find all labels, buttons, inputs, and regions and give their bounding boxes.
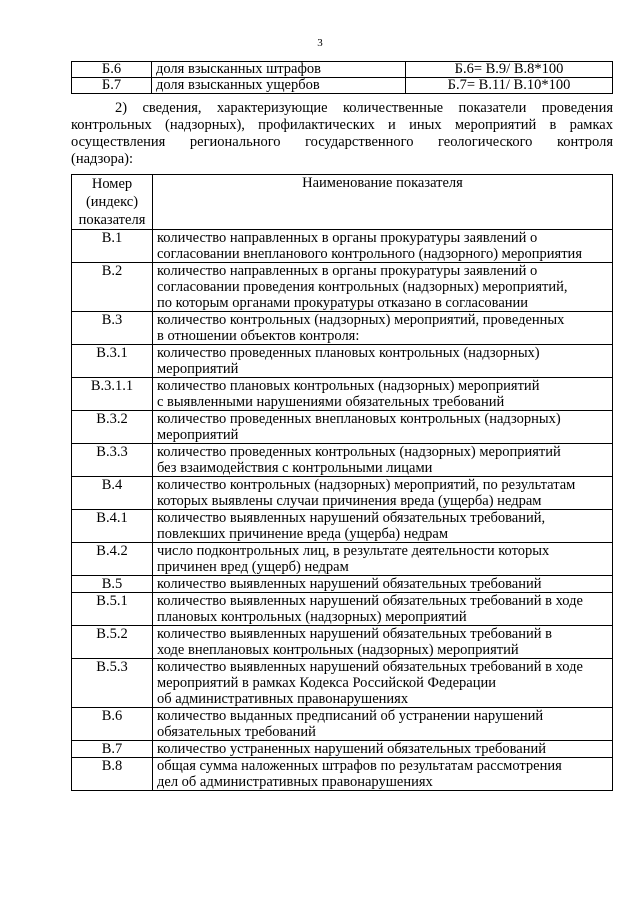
indicator-code-cell: В.8 bbox=[72, 758, 153, 791]
indicator-name-cell bbox=[153, 708, 613, 741]
indicator-name-line: обязательных требований bbox=[157, 724, 316, 740]
indicator-name-line: количество устраненных нарушений обязательных требований bbox=[157, 741, 546, 757]
indicator-name-line: количество проведенных внеплановых контрольных (надзорных) bbox=[157, 411, 561, 427]
indicator-name-line: причинен вред (ущерб) недрам bbox=[157, 559, 349, 575]
table-header-row bbox=[72, 175, 613, 230]
indicator-name-line: количество выявленных нарушений обязательных требований в ходе bbox=[157, 593, 583, 609]
table-row bbox=[72, 543, 613, 576]
indicator-name-line: повлекших причинение вреда (ущерба) недрам bbox=[157, 526, 448, 542]
indicator-name-line: количество выявленных нарушений обязательных требований bbox=[157, 576, 542, 592]
indicator-code-cell: В.5 bbox=[72, 576, 153, 593]
indicator-code-cell: В.3.2 bbox=[72, 411, 153, 444]
indicator-name-line: по которым органами прокуратуры отказано в согласовании bbox=[157, 295, 529, 311]
paragraph-line: 2) сведения, характеризующие количественные показатели проведения bbox=[115, 100, 613, 116]
header-code-cell bbox=[72, 175, 153, 230]
indicator-name-line: мероприятий bbox=[157, 427, 239, 443]
indicator-name-line: дел об административных правонарушениях bbox=[157, 774, 433, 790]
indicator-name-cell bbox=[153, 378, 613, 411]
indicator-name-line: об административных правонарушениях bbox=[157, 691, 409, 707]
indicator-code-cell: В.5.3 bbox=[72, 659, 153, 708]
indicator-name-cell bbox=[153, 345, 613, 378]
table-row bbox=[72, 626, 613, 659]
indicator-name-line: согласовании внепланового контрольного (надзорного) мероприятия bbox=[157, 246, 582, 262]
table-row bbox=[72, 593, 613, 626]
header-code-line: Номер bbox=[91, 176, 133, 192]
indicator-name-line: количество выданных предписаний об устранении нарушений bbox=[157, 708, 544, 724]
indicator-code-cell: В.1 bbox=[72, 230, 153, 263]
indicator-name-cell bbox=[153, 477, 613, 510]
indicator-code-cell: В.2 bbox=[72, 263, 153, 312]
indicator-name-line: с выявленными нарушениями обязательных требований bbox=[157, 394, 505, 410]
indicator-formula-cell: Б.7= В.11/ В.10*100 bbox=[406, 78, 613, 94]
table-row bbox=[72, 263, 613, 312]
indicator-code-cell: Б.6 bbox=[72, 62, 152, 78]
indicator-formula-cell: Б.6= В.9/ В.8*100 bbox=[406, 62, 613, 78]
indicator-name-cell bbox=[153, 411, 613, 444]
table-row bbox=[72, 345, 613, 378]
paragraph-line: (надзора): bbox=[71, 151, 134, 167]
indicator-name-line: количество направленных в органы прокуратуры заявлений о bbox=[157, 230, 538, 246]
header-code-line: показателя bbox=[78, 212, 146, 228]
indicator-name-line: число подконтрольных лиц, в результате деятельности которых bbox=[157, 543, 550, 559]
section-paragraph bbox=[71, 100, 613, 168]
indicator-name-cell bbox=[153, 576, 613, 593]
indicator-name-line: ходе внеплановых контрольных (надзорных) мероприятий bbox=[157, 642, 519, 658]
indicator-name-line: плановых контрольных (надзорных) мероприятий bbox=[157, 609, 467, 625]
table-row bbox=[72, 708, 613, 741]
table-row bbox=[72, 230, 613, 263]
table-row bbox=[72, 510, 613, 543]
indicator-name-line: количество контрольных (надзорных) мероприятий, по результатам bbox=[157, 477, 576, 493]
indicator-name-line: которых выявлены случаи причинения вреда (ущерба) недрам bbox=[157, 493, 542, 509]
indicator-code-cell: В.4.2 bbox=[72, 543, 153, 576]
indicator-name-line: количество выявленных нарушений обязательных требований в bbox=[157, 626, 552, 642]
indicator-code-cell: В.3 bbox=[72, 312, 153, 345]
indicator-code-cell: Б.7 bbox=[72, 78, 152, 94]
table-row bbox=[72, 477, 613, 510]
indicator-name-line: без взаимодействия с контрольными лицами bbox=[157, 460, 433, 476]
table-row bbox=[72, 378, 613, 411]
table-row bbox=[72, 78, 613, 94]
indicator-name-cell bbox=[153, 626, 613, 659]
table-row bbox=[72, 444, 613, 477]
indicator-code-cell: В.5.1 bbox=[72, 593, 153, 626]
indicator-name-cell bbox=[153, 659, 613, 708]
indicator-name-line: количество выявленных нарушений обязательных требований, bbox=[157, 510, 546, 526]
indicator-name-cell: доля взысканных ущербов bbox=[152, 78, 406, 94]
indicator-name-line: общая сумма наложенных штрафов по результатам рассмотрения bbox=[157, 758, 562, 774]
indicators-table bbox=[71, 174, 613, 791]
header-name-cell: Наименование показателя bbox=[153, 175, 613, 230]
indicator-name-cell bbox=[153, 444, 613, 477]
indicator-name-line: количество проведенных контрольных (надзорных) мероприятий bbox=[157, 444, 561, 460]
indicator-code-cell: В.3.1 bbox=[72, 345, 153, 378]
indicator-code-cell: В.7 bbox=[72, 741, 153, 758]
indicator-name-cell bbox=[153, 543, 613, 576]
table-row bbox=[72, 312, 613, 345]
indicator-name-line: количество контрольных (надзорных) мероприятий, проведенных bbox=[157, 312, 565, 328]
indicator-name-line: мероприятий в рамках Кодекса Российской Федерации bbox=[157, 675, 497, 691]
indicator-name-cell bbox=[153, 593, 613, 626]
table-row bbox=[72, 741, 613, 758]
header-code-line: (индекс) bbox=[85, 194, 139, 210]
paragraph-line: контрольных (надзорных), профилактических и иных мероприятий в рамках bbox=[71, 117, 613, 133]
table-row bbox=[72, 62, 613, 78]
table-row bbox=[72, 576, 613, 593]
indicator-code-cell: В.4 bbox=[72, 477, 153, 510]
indicator-name-line: количество проведенных плановых контрольных (надзорных) bbox=[157, 345, 540, 361]
top-indicator-table bbox=[71, 61, 613, 94]
indicator-name-cell bbox=[153, 312, 613, 345]
indicator-name-cell bbox=[153, 230, 613, 263]
indicator-name-line: мероприятий bbox=[157, 361, 239, 377]
indicator-name-line: количество плановых контрольных (надзорных) мероприятий bbox=[157, 378, 540, 394]
indicator-name-cell bbox=[153, 510, 613, 543]
indicator-name-line: количество направленных в органы прокуратуры заявлений о bbox=[157, 263, 538, 279]
indicator-code-cell: В.5.2 bbox=[72, 626, 153, 659]
indicator-name-cell bbox=[153, 263, 613, 312]
paragraph-line: осуществления регионального государственного геологического контроля bbox=[71, 134, 613, 150]
table-row bbox=[72, 659, 613, 708]
indicator-name-line: количество выявленных нарушений обязательных требований в ходе bbox=[157, 659, 583, 675]
table-row bbox=[72, 758, 613, 791]
indicator-name-line: в отношении объектов контроля: bbox=[157, 328, 360, 344]
indicator-name-cell bbox=[153, 741, 613, 758]
indicator-code-cell: В.3.1.1 bbox=[72, 378, 153, 411]
page-number: 3 bbox=[317, 37, 323, 49]
indicator-name-cell: доля взысканных штрафов bbox=[152, 62, 406, 78]
indicator-name-line: согласовании проведения контрольных (надзорных) мероприятий, bbox=[157, 279, 568, 295]
indicator-name-cell bbox=[153, 758, 613, 791]
indicator-code-cell: В.3.3 bbox=[72, 444, 153, 477]
indicator-code-cell: В.6 bbox=[72, 708, 153, 741]
table-row bbox=[72, 411, 613, 444]
indicator-code-cell: В.4.1 bbox=[72, 510, 153, 543]
